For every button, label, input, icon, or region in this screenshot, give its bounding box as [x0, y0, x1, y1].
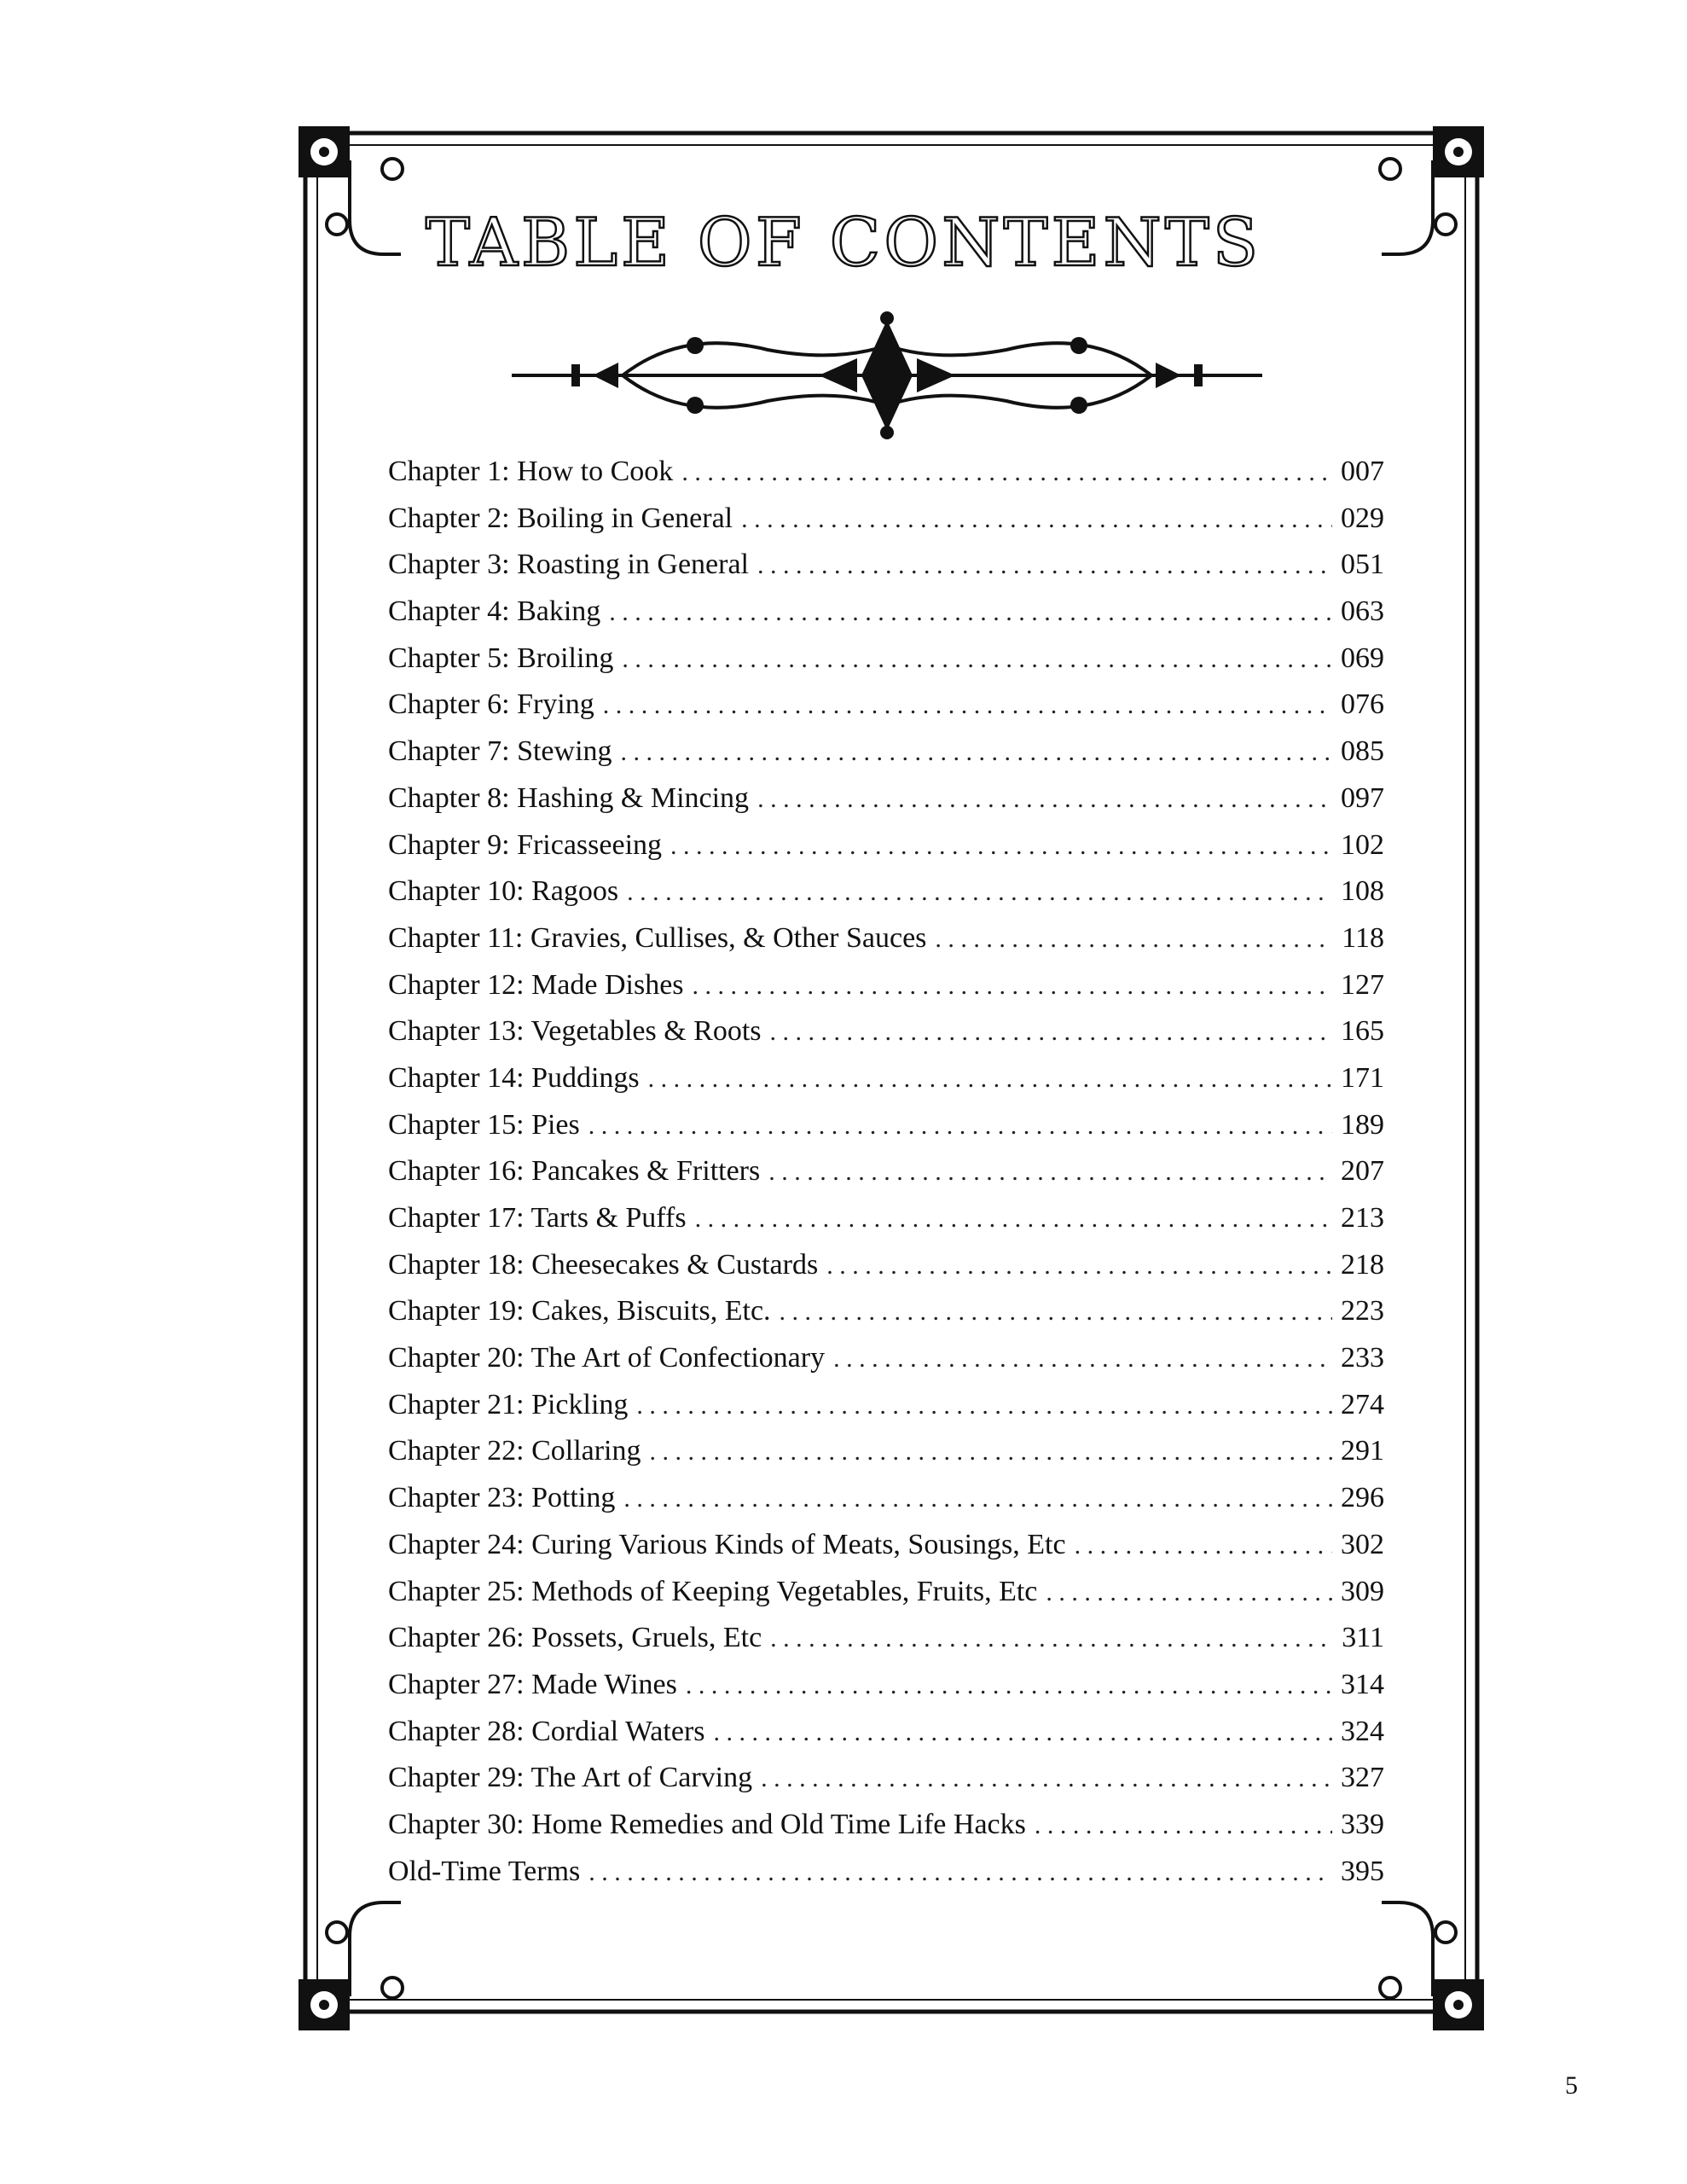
- toc-entry-label: Chapter 16: Pancakes & Fritters: [388, 1155, 761, 1188]
- toc-entry-label: Chapter 19: Cakes, Biscuits, Etc.: [388, 1295, 771, 1327]
- toc-entry-label: Chapter 24: Curing Various Kinds of Meats, Sousings, Etc: [388, 1528, 1066, 1560]
- toc-entry: [388, 969, 1384, 1016]
- toc-entry-page: 324: [1341, 1715, 1384, 1747]
- toc-entry-page: 127: [1341, 968, 1384, 1001]
- toc-entry-page: 085: [1341, 735, 1384, 768]
- toc-entry-page: 213: [1341, 1202, 1384, 1234]
- toc-entry-label: Chapter 18: Cheesecakes & Custards: [388, 1248, 819, 1281]
- toc-entry: [388, 595, 1384, 642]
- toc-entry-page: 102: [1341, 828, 1384, 861]
- toc-entry-label: Chapter 26: Possets, Gruels, Etc: [388, 1622, 762, 1654]
- toc-entry-page: 302: [1341, 1528, 1384, 1560]
- toc-dot-leader: [603, 691, 1332, 720]
- toc-entry-page: 223: [1341, 1295, 1384, 1327]
- page-title: TABLE OF CONTENTS: [425, 205, 1262, 282]
- toc-entry-page: 097: [1341, 781, 1384, 814]
- toc-dot-leader: [681, 458, 1332, 487]
- toc-entry-label: Chapter 11: Gravies, Cullises, & Other Sauces: [388, 921, 927, 954]
- toc-entry-page: 189: [1341, 1108, 1384, 1141]
- toc-entry: [388, 1529, 1384, 1576]
- toc-entry: [388, 875, 1384, 922]
- toc-entry: [388, 688, 1384, 735]
- toc-entry-label: Chapter 6: Frying: [388, 688, 594, 721]
- toc-dot-leader: [621, 738, 1332, 767]
- toc-dot-leader: [757, 785, 1332, 814]
- toc-dot-leader: [935, 925, 1333, 954]
- toc-entry: [388, 549, 1384, 595]
- toc-entry-label: Chapter 21: Pickling: [388, 1388, 629, 1420]
- toc-dot-leader: [770, 1018, 1332, 1047]
- toc-entry-label: Chapter 22: Collaring: [388, 1435, 641, 1467]
- toc-entry: [388, 1155, 1384, 1202]
- toc-dot-leader: [757, 551, 1332, 580]
- toc-entry: [388, 1062, 1384, 1109]
- toc-entry: [388, 1015, 1384, 1062]
- toc-entry-page: 007: [1341, 456, 1384, 487]
- toc-dot-leader: [627, 878, 1332, 907]
- toc-entry-label: Chapter 30: Home Remedies and Old Time Life Hacks: [388, 1808, 1026, 1840]
- toc-entry: [388, 642, 1384, 689]
- table-of-contents-list: [388, 456, 1384, 1902]
- toc-entry-label: Chapter 20: The Art of Confectionary: [388, 1342, 826, 1374]
- decorative-flourish-icon: [512, 311, 1262, 439]
- toc-dot-leader: [650, 1438, 1332, 1467]
- toc-entry-page: 339: [1341, 1808, 1384, 1840]
- toc-entry-page: 076: [1341, 688, 1384, 721]
- toc-entry-page: 296: [1341, 1482, 1384, 1514]
- toc-entry: [388, 922, 1384, 969]
- toc-entry: [388, 456, 1384, 502]
- toc-entry: [388, 1809, 1384, 1856]
- toc-entry-page: 291: [1341, 1435, 1384, 1467]
- toc-entry-label: Chapter 29: The Art of Carving: [388, 1762, 753, 1794]
- toc-entry: [388, 1109, 1384, 1156]
- toc-entry-label: Chapter 4: Baking: [388, 595, 601, 628]
- toc-entry-label: Chapter 12: Made Dishes: [388, 968, 684, 1001]
- toc-entry-page: 309: [1341, 1575, 1384, 1607]
- toc-entry-label: Chapter 5: Broiling: [388, 642, 614, 674]
- toc-entry-page: 063: [1341, 595, 1384, 628]
- toc-dot-leader: [693, 972, 1332, 1001]
- toc-dot-leader: [826, 1252, 1332, 1281]
- toc-dot-leader: [695, 1205, 1332, 1234]
- toc-entry-page: 118: [1342, 921, 1384, 954]
- toc-entry-label: Chapter 13: Vegetables & Roots: [388, 1015, 762, 1048]
- toc-dot-leader: [770, 1624, 1333, 1653]
- toc-entry: [388, 1295, 1384, 1342]
- toc-entry-page: 165: [1341, 1015, 1384, 1048]
- toc-entry-page: 171: [1341, 1061, 1384, 1094]
- toc-entry-page: 029: [1341, 502, 1384, 534]
- toc-dot-leader: [1035, 1811, 1332, 1840]
- toc-entry-page: 274: [1341, 1388, 1384, 1420]
- toc-entry-label: Chapter 15: Pies: [388, 1108, 580, 1141]
- toc-entry-page: 051: [1341, 549, 1384, 581]
- toc-dot-leader: [1075, 1531, 1332, 1560]
- toc-entry-label: Chapter 25: Methods of Keeping Vegetables, Fruits, Etc: [388, 1575, 1038, 1607]
- toc-entry-label: Chapter 8: Hashing & Mincing: [388, 781, 750, 814]
- toc-entry: [388, 735, 1384, 782]
- toc-dot-leader: [622, 645, 1332, 674]
- toc-entry-page: 327: [1341, 1762, 1384, 1794]
- toc-dot-leader: [588, 1112, 1332, 1141]
- toc-dot-leader: [648, 1065, 1332, 1094]
- toc-dot-leader: [670, 832, 1332, 861]
- toc-entry: [388, 1762, 1384, 1809]
- toc-entry-label: Chapter 1: How to Cook: [388, 456, 674, 487]
- toc-entry: [388, 1669, 1384, 1716]
- toc-dot-leader: [1046, 1578, 1332, 1607]
- toc-entry-page: 108: [1341, 875, 1384, 908]
- toc-dot-leader: [686, 1671, 1332, 1700]
- toc-entry-page: 218: [1341, 1248, 1384, 1281]
- toc-entry-page: 207: [1341, 1155, 1384, 1188]
- toc-entry-label: Old-Time Terms: [388, 1855, 581, 1887]
- toc-entry: [388, 1342, 1384, 1389]
- toc-entry-label: Chapter 2: Boiling in General: [388, 502, 733, 534]
- toc-dot-leader: [714, 1718, 1333, 1747]
- toc-entry-page: 069: [1341, 642, 1384, 674]
- toc-dot-leader: [588, 1858, 1332, 1887]
- toc-dot-leader: [741, 505, 1332, 534]
- toc-entry: [388, 1389, 1384, 1436]
- toc-entry-page: 311: [1342, 1622, 1384, 1654]
- toc-entry-label: Chapter 9: Fricasseeing: [388, 828, 663, 861]
- toc-entry-page: 395: [1341, 1855, 1384, 1887]
- toc-dot-leader: [609, 598, 1332, 627]
- toc-entry-page: 233: [1341, 1342, 1384, 1374]
- toc-dot-leader: [761, 1764, 1332, 1793]
- toc-dot-leader: [623, 1484, 1332, 1513]
- toc-entry: [388, 1435, 1384, 1482]
- toc-entry: [388, 502, 1384, 549]
- toc-entry: [388, 1576, 1384, 1623]
- toc-entry: [388, 829, 1384, 876]
- toc-dot-leader: [780, 1298, 1332, 1327]
- toc-entry: [388, 1856, 1384, 1902]
- toc-entry: [388, 1716, 1384, 1763]
- toc-entry-label: Chapter 10: Ragoos: [388, 875, 619, 908]
- toc-entry-label: Chapter 17: Tarts & Puffs: [388, 1202, 687, 1234]
- toc-entry: [388, 782, 1384, 829]
- toc-entry-label: Chapter 7: Stewing: [388, 735, 612, 768]
- toc-entry-label: Chapter 23: Potting: [388, 1482, 616, 1514]
- toc-entry-label: Chapter 28: Cordial Waters: [388, 1715, 705, 1747]
- toc-entry-label: Chapter 3: Roasting in General: [388, 549, 750, 581]
- toc-entry: [388, 1622, 1384, 1669]
- toc-dot-leader: [636, 1391, 1332, 1420]
- toc-entry: [388, 1482, 1384, 1529]
- toc-entry: [388, 1249, 1384, 1296]
- toc-dot-leader: [768, 1158, 1332, 1187]
- toc-entry-label: Chapter 14: Puddings: [388, 1061, 640, 1094]
- toc-dot-leader: [833, 1345, 1332, 1374]
- page-number: 5: [1565, 2071, 1578, 2100]
- toc-entry-label: Chapter 27: Made Wines: [388, 1668, 677, 1700]
- toc-entry-page: 314: [1341, 1668, 1384, 1700]
- toc-entry: [388, 1202, 1384, 1249]
